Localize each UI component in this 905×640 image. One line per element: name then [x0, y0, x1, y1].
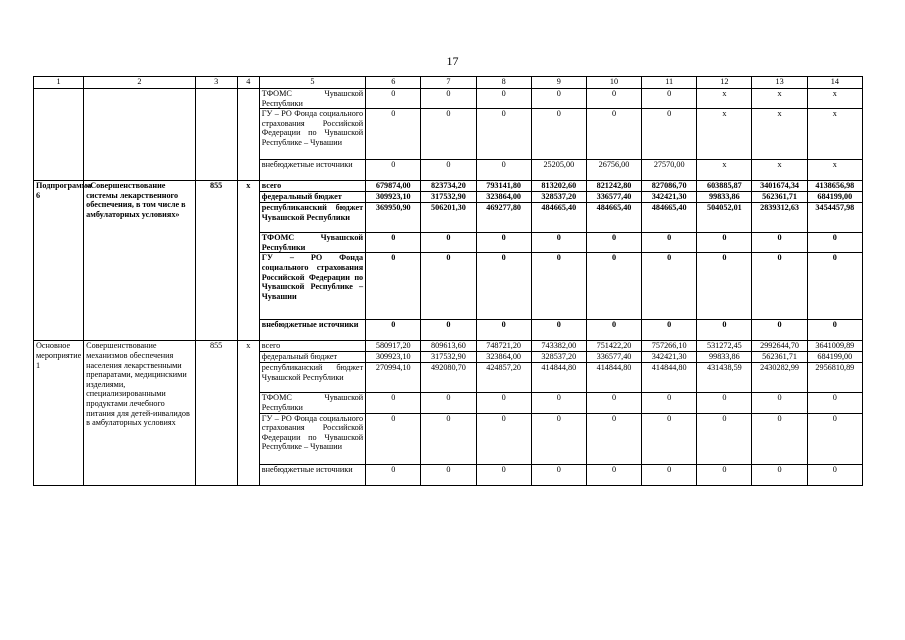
amount-cell: 0 [807, 413, 862, 464]
amount-cell: 0 [642, 89, 697, 109]
funding-source: ГУ – РО Фонда социального страхования Российской Федерации по Чувашской Республике – Чувашии [259, 413, 365, 464]
funding-source: федеральный бюджет [259, 192, 365, 203]
column-header: 14 [807, 77, 862, 89]
funding-source: ТФОМС Чувашской Республики [259, 233, 365, 253]
amount-cell: 0 [366, 320, 421, 341]
amount-cell: 0 [531, 320, 586, 341]
amount-cell: 27570,00 [642, 160, 697, 181]
amount-cell: 99833,86 [697, 352, 752, 363]
amount-cell: 748721,20 [476, 341, 531, 352]
amount-cell: 813202,60 [531, 181, 586, 192]
amount-cell: 684199,00 [807, 192, 862, 203]
amount-cell: 4138656,98 [807, 181, 862, 192]
amount-cell: 0 [366, 233, 421, 253]
funding-source: ГУ – РО Фонда социального страхования Российской Федерации по Чувашской Республике – Чувашии [259, 109, 365, 160]
amount-cell: 0 [697, 393, 752, 413]
amount-cell: 0 [642, 233, 697, 253]
column-header: 9 [531, 77, 586, 89]
amount-cell: 0 [421, 253, 476, 320]
amount-cell: 0 [421, 393, 476, 413]
amount-cell: 0 [697, 320, 752, 341]
amount-cell: 414844,80 [531, 363, 586, 393]
amount-cell: 0 [476, 160, 531, 181]
amount-cell: 0 [752, 320, 807, 341]
funding-source: ГУ – РО Фонда социального страхования Российской Федерации по Чувашской Республике – Чувашии [259, 253, 365, 320]
amount-cell: 531272,45 [697, 341, 752, 352]
funding-source: внебюджетные источники [259, 160, 365, 181]
amount-cell: 342421,30 [642, 352, 697, 363]
amount-cell: х [697, 160, 752, 181]
amount-cell: 0 [531, 464, 586, 485]
amount-cell: 484665,40 [531, 203, 586, 233]
amount-cell: 0 [697, 233, 752, 253]
amount-cell: х [807, 109, 862, 160]
column-number-row [34, 77, 863, 89]
program-label: Основное мероприятие 1 [34, 341, 84, 485]
amount-cell: 0 [586, 320, 641, 341]
department-code: 855 [195, 341, 237, 485]
amount-cell: 0 [807, 464, 862, 485]
amount-cell: х [752, 89, 807, 109]
amount-cell: 2956810,89 [807, 363, 862, 393]
amount-cell: 562361,71 [752, 192, 807, 203]
amount-cell: 0 [586, 413, 641, 464]
amount-cell: 336577,40 [586, 352, 641, 363]
amount-cell: 424857,20 [476, 363, 531, 393]
page-number: 17 [446, 54, 459, 68]
column-header: 11 [642, 77, 697, 89]
amount-cell: 751422,20 [586, 341, 641, 352]
funding-source: ТФОМС Чувашской Республики [259, 393, 365, 413]
amount-cell: 0 [421, 109, 476, 160]
amount-cell: 0 [421, 233, 476, 253]
amount-cell: 0 [421, 160, 476, 181]
column-header: 1 [34, 77, 84, 89]
amount-cell: 0 [697, 464, 752, 485]
funding-source: республиканский бюджет Чувашской Республики [259, 203, 365, 233]
amount-cell: 0 [586, 253, 641, 320]
amount-cell: х [807, 89, 862, 109]
funding-source: всего [259, 341, 365, 352]
amount-cell: 2839312,63 [752, 203, 807, 233]
amount-cell: 0 [476, 109, 531, 160]
amount-cell: 679874,00 [366, 181, 421, 192]
funding-source: внебюджетные источники [259, 320, 365, 341]
column-header: 6 [366, 77, 421, 89]
budget-table [33, 76, 863, 486]
amount-cell: 0 [697, 253, 752, 320]
amount-cell: 317532,90 [421, 352, 476, 363]
amount-cell: 0 [642, 393, 697, 413]
amount-cell: 506201,30 [421, 203, 476, 233]
program-name: Совершенствование механизмов обеспечения населения лекарственными препаратами, медицинскими изделиями, специализированными продуктами лечебного питания для детей-инвалидов в амбулаторных условиях [84, 341, 195, 485]
amount-cell: 0 [531, 393, 586, 413]
amount-cell: 0 [476, 253, 531, 320]
amount-cell: 3401674,34 [752, 181, 807, 192]
section-code [237, 89, 259, 181]
amount-cell: 270994,10 [366, 363, 421, 393]
amount-cell: 743382,00 [531, 341, 586, 352]
amount-cell: 809613,60 [421, 341, 476, 352]
amount-cell: 0 [531, 253, 586, 320]
amount-cell: 0 [531, 233, 586, 253]
amount-cell: х [752, 160, 807, 181]
amount-cell: 484665,40 [586, 203, 641, 233]
amount-cell: 492080,70 [421, 363, 476, 393]
funding-source: внебюджетные источники [259, 464, 365, 485]
amount-cell: 0 [421, 464, 476, 485]
amount-cell: 0 [752, 233, 807, 253]
amount-cell: 580917,20 [366, 341, 421, 352]
amount-cell: 0 [476, 320, 531, 341]
section-code: х [237, 341, 259, 485]
amount-cell: 99833,86 [697, 192, 752, 203]
amount-cell: 0 [697, 413, 752, 464]
amount-cell: 431438,59 [697, 363, 752, 393]
amount-cell: 0 [531, 413, 586, 464]
column-header: 12 [697, 77, 752, 89]
amount-cell: 3641009,89 [807, 341, 862, 352]
amount-cell: 0 [531, 109, 586, 160]
column-header: 7 [421, 77, 476, 89]
amount-cell: 0 [642, 413, 697, 464]
column-header: 4 [237, 77, 259, 89]
amount-cell: 342421,30 [642, 192, 697, 203]
amount-cell: 0 [366, 393, 421, 413]
amount-cell: 0 [476, 89, 531, 109]
funding-source: всего [259, 181, 365, 192]
amount-cell: 603885,87 [697, 181, 752, 192]
funding-source: республиканский бюджет Чувашской Республики [259, 363, 365, 393]
program-label: Подпрограмма 6 [34, 181, 84, 341]
amount-cell: 414844,80 [586, 363, 641, 393]
amount-cell: 0 [421, 413, 476, 464]
column-header: 13 [752, 77, 807, 89]
table-row [34, 181, 863, 192]
amount-cell: 0 [476, 464, 531, 485]
amount-cell: 684199,00 [807, 352, 862, 363]
amount-cell: 0 [421, 89, 476, 109]
amount-cell: 0 [366, 413, 421, 464]
amount-cell: х [807, 160, 862, 181]
column-header: 8 [476, 77, 531, 89]
amount-cell: 0 [586, 89, 641, 109]
amount-cell: 0 [807, 320, 862, 341]
amount-cell: 414844,80 [642, 363, 697, 393]
amount-cell: 0 [807, 253, 862, 320]
amount-cell: 0 [586, 464, 641, 485]
amount-cell: 0 [642, 109, 697, 160]
amount-cell: 3454457,98 [807, 203, 862, 233]
amount-cell: 0 [586, 233, 641, 253]
amount-cell: 328537,20 [531, 352, 586, 363]
amount-cell: 0 [366, 109, 421, 160]
amount-cell: 0 [752, 253, 807, 320]
amount-cell: 2430282,99 [752, 363, 807, 393]
amount-cell: 336577,40 [586, 192, 641, 203]
amount-cell: х [697, 89, 752, 109]
amount-cell: 317532,90 [421, 192, 476, 203]
amount-cell: 0 [807, 233, 862, 253]
program-label [34, 89, 84, 181]
funding-source: ТФОМС Чувашской Республики [259, 89, 365, 109]
amount-cell: 309923,10 [366, 352, 421, 363]
amount-cell: 0 [366, 89, 421, 109]
column-header: 5 [259, 77, 365, 89]
program-name [84, 89, 195, 181]
amount-cell: 0 [752, 413, 807, 464]
amount-cell: 323864,00 [476, 192, 531, 203]
funding-source: федеральный бюджет [259, 352, 365, 363]
amount-cell: 26756,00 [586, 160, 641, 181]
amount-cell: х [752, 109, 807, 160]
amount-cell: 0 [642, 253, 697, 320]
department-code: 855 [195, 181, 237, 341]
amount-cell: 0 [807, 393, 862, 413]
amount-cell: 0 [421, 320, 476, 341]
amount-cell: 0 [752, 464, 807, 485]
section-code: х [237, 181, 259, 341]
amount-cell: 504052,01 [697, 203, 752, 233]
amount-cell: 369950,90 [366, 203, 421, 233]
amount-cell: 328537,20 [531, 192, 586, 203]
amount-cell: 0 [752, 393, 807, 413]
amount-cell: 484665,40 [642, 203, 697, 233]
amount-cell: 0 [366, 253, 421, 320]
amount-cell: 821242,80 [586, 181, 641, 192]
amount-cell: 823734,20 [421, 181, 476, 192]
amount-cell: 25205,00 [531, 160, 586, 181]
column-header: 10 [586, 77, 641, 89]
amount-cell: 469277,80 [476, 203, 531, 233]
column-header: 2 [84, 77, 195, 89]
department-code [195, 89, 237, 181]
amount-cell: 0 [476, 393, 531, 413]
amount-cell: 0 [586, 109, 641, 160]
amount-cell: 0 [642, 320, 697, 341]
amount-cell: 323864,00 [476, 352, 531, 363]
table-row [34, 89, 863, 109]
amount-cell: 0 [366, 160, 421, 181]
amount-cell: 0 [586, 393, 641, 413]
program-name: «Совершенствование системы лекарственного обеспечения, в том числе в амбулаторных условиях» [84, 181, 195, 341]
column-header: 3 [195, 77, 237, 89]
amount-cell: 562361,71 [752, 352, 807, 363]
amount-cell: 0 [531, 89, 586, 109]
amount-cell: 0 [476, 413, 531, 464]
amount-cell: 757266,10 [642, 341, 697, 352]
amount-cell: 0 [366, 464, 421, 485]
table-row [34, 341, 863, 352]
amount-cell: 793141,80 [476, 181, 531, 192]
amount-cell: 309923,10 [366, 192, 421, 203]
amount-cell: 827086,70 [642, 181, 697, 192]
amount-cell: 0 [476, 233, 531, 253]
amount-cell: 0 [642, 464, 697, 485]
amount-cell: 2992644,70 [752, 341, 807, 352]
amount-cell: х [697, 109, 752, 160]
